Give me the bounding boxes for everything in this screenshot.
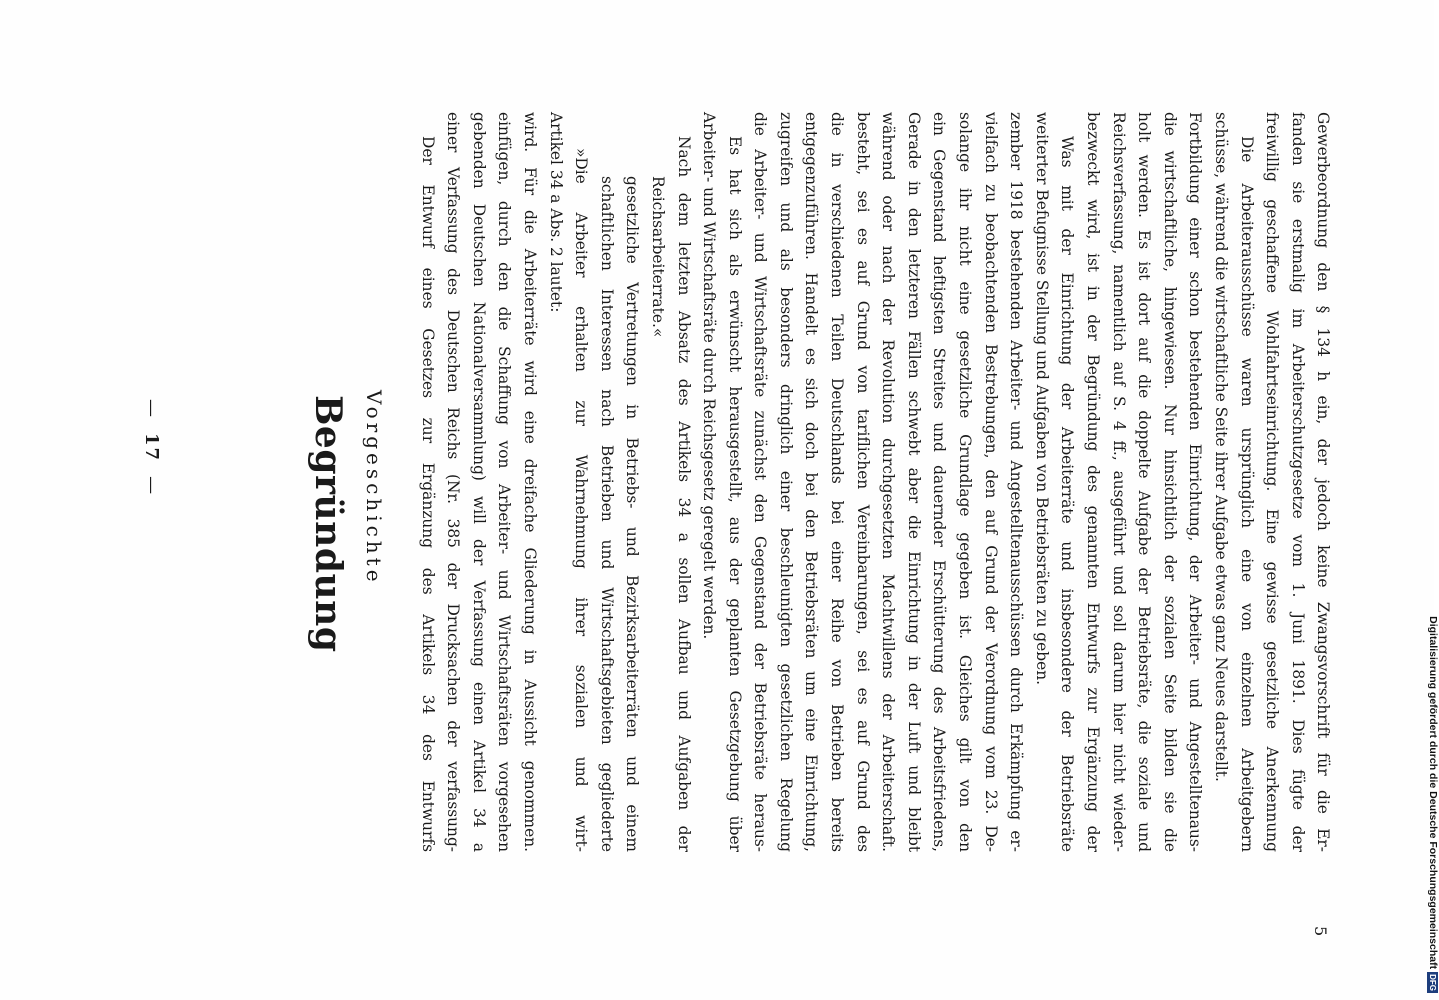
text-line: während oder nach der Revolution durchgesetzten Machtwillens der Arbeiterschaft. (879, 112, 898, 852)
text-line: die in verschiedenen Teilen Deutschlands bei einer Reihe von Betrieben bereits (828, 112, 847, 852)
digitization-note (1419, 8, 1439, 993)
text-line: Die Arbeiterausschüsse waren ursprünglich eine von einzelnen Arbeitgebern (1237, 136, 1256, 852)
page-number: 17 (141, 433, 162, 463)
text-line: holt werden. Es ist dort auf die doppelte Aufgabe der Betriebsräte, die soziale und (1135, 112, 1154, 852)
text-line: gebenden Deutschen Nationalversammlung) will der Verfassung einen Artikel 34 a (469, 112, 488, 852)
text-line: freiwillig geschaffene Wohlfahrtseinrichtung. Eine gewisse gesetzliche Anerkennung (1263, 112, 1282, 852)
text-line: solange ihr nicht eine gesetzliche Grundlage gegeben ist. Gleiches gilt von den (956, 112, 975, 852)
text-line: ein Gegenstand heftigsten Streites und dauernder Erschütterung des Arbeitsfriedens, (930, 112, 949, 852)
text-line: die wirtschaftliche, hingewiesen. Nur hinsichtlich der sozialen Seite bilden sie die (1160, 112, 1179, 852)
text-line: Gerade in den letzteren Fällen schwebt aber die Einrichtung in der Luft und bleibt (904, 112, 923, 852)
text-line: Reichsverfassung, namentlich auf S. 4 ff., ausgeführt und soll darum hier nicht wieder- (1109, 112, 1128, 852)
text-line: vielfach zu beobachtenden Bestrebungen, den auf Grund der Verordnung vom 23. De- (981, 112, 1000, 852)
text-line: Artikel 34 a Abs. 2 lautet: (546, 112, 565, 313)
page-number-top (141, 385, 162, 510)
funding-text: Digitalisierung gefördert durch die Deutsche Forschungsgemeinschaft (1427, 616, 1439, 970)
dash-right: — (141, 476, 162, 497)
quote-line: »Die Arbeiter erhalten zur Wahrnehmung ihrer sozialen und wirt- (572, 148, 591, 852)
text-line: Gewerbeordnung den § 134 h ein, der jedoch keine Zwangsvorschrift für die Er- (1314, 112, 1333, 852)
text-line: Der Entwurf eines Gesetzes zur Ergänzung des Artikels 34 des Entwurfs (418, 136, 437, 852)
text-line: Arbeiter- und Wirtschaftsräte durch Reichsgesetz geregelt werden. (700, 112, 719, 640)
dash-left: — (141, 399, 162, 419)
section-subtitle: Vorgeschichte (362, 390, 386, 586)
text-line: Was mit der Einrichtung der Arbeiterräte und insbesondere der Betriebsräte (1058, 136, 1077, 852)
text-line: Fortbildung einer schon bestehenden Einrichtung, der Arbeiter- und Angestelltenaus- (1186, 112, 1205, 852)
text-line: schüsse, während die wirtschaftliche Seite ihrer Aufgabe etwas ganz Neues darstellt. (1212, 112, 1230, 782)
quote-line: Reichsarbeiterrate.« (648, 176, 667, 338)
text-line: zember 1918 bestehenden Arbeiter- und Angestelltenausschüssen durch Erkämpfung er- (1007, 112, 1026, 852)
rotated-page (74, 40, 1334, 940)
page-title: Begründung (307, 395, 349, 653)
quote-line: gesetzliche Vertretungen in Betriebs- und Bezirksarbeiterräten und einem (623, 176, 642, 852)
text-line: bezweckt wird, ist in der Begründung des genannten Entwurfs zur Ergänzung der (1084, 112, 1103, 852)
text-line: fanden sie erstmalig im Arbeiterschutzgesetze vom 1. Juni 1891. Dies fügte der (1288, 112, 1307, 852)
quote-line: schaftlichen Interessen nach Betrieben und Wirtschaftsgebieten gegliederte (597, 176, 616, 852)
text-line: entgegenzuführen. Handelt es sich doch bei den Betriebsräten um eine Einrichtung, (802, 112, 821, 852)
text-line: Nach dem letzten Absatz des Artikels 34 a sollen Aufbau und Aufgaben der (674, 136, 693, 852)
text-line: zugreifen und als besonders dringlich einer beschleunigten gesetzlichen Regelung (776, 112, 795, 852)
text-line: weiterter Befugnisse Stellung und Aufgaben von Betriebsräten zu geben. (1032, 112, 1051, 686)
body-text (414, 112, 1333, 852)
text-line: wird. Für die Arbeiterräte wird eine dreifache Gliederung in Aussicht genommen. (520, 112, 539, 852)
signature-number: 5 (1311, 926, 1330, 937)
text-line: einer Verfassung des Deutschen Reichs (Nr. 385 der Drucksachen der verfassung- (444, 112, 463, 852)
dfg-logo: DFG (1428, 974, 1438, 991)
text-line: besteht, sei es auf Grund von tariflichen Vereinbarungen, sei es auf Grund des (853, 112, 872, 852)
text-line: die Arbeiter- und Wirtschaftsräte zunächst den Gegenstand der Betriebsräte heraus- (751, 112, 770, 852)
text-line: einfügen, durch den die Schaffung von Arbeiter- und Wirtschaftsräten vorgesehen (495, 112, 514, 852)
text-line: Es hat sich als erwünscht herausgestellt, aus der geplanten Gesetzgebung über (725, 136, 744, 852)
